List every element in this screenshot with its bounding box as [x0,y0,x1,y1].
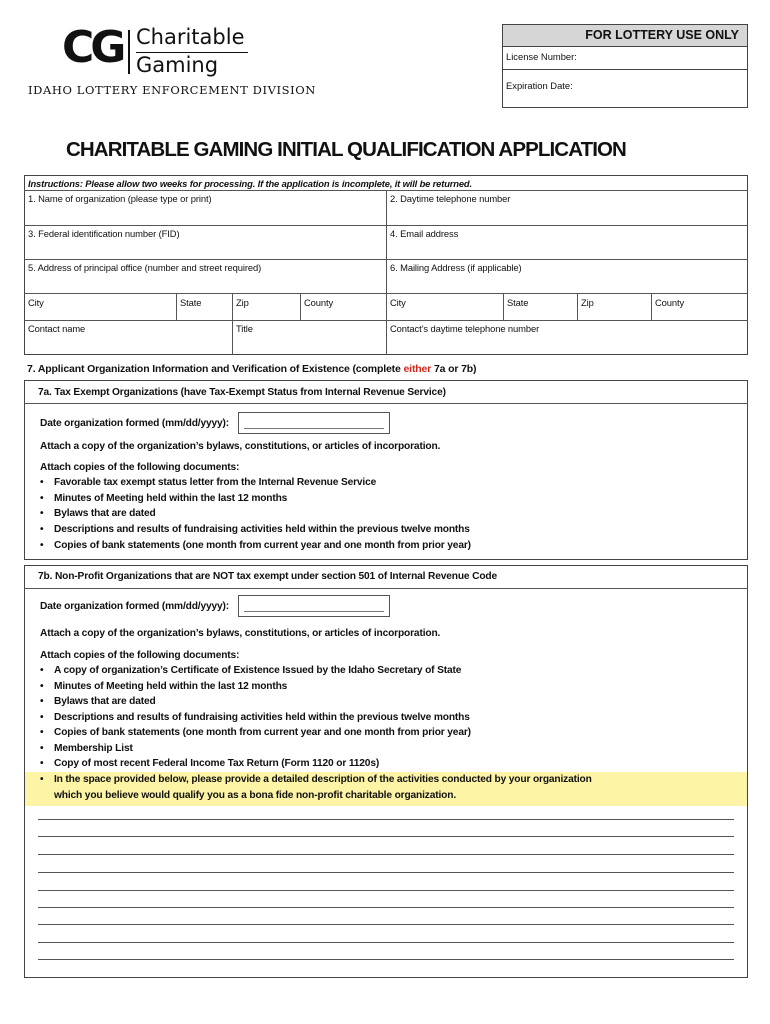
mailing-city-label: City [390,297,406,308]
writing-line [38,924,734,925]
city-field[interactable] [25,294,175,319]
list-item: • Favorable tax exempt status letter from the Internal Revenue Service [54,477,376,488]
state-field[interactable] [177,294,231,319]
section-7b-divider [24,588,748,589]
list-item: • A copy of organization’s Certificate of Existence Issued by the Idaho Secretary of State [54,665,461,676]
mailing-state-label: State [507,297,529,308]
writing-line [38,942,734,943]
contact-phone-label: Contact’s daytime telephone number [390,323,540,334]
city-label: City [28,297,44,308]
list-item: • Descriptions and results of fundraising activities held within the previous twelve months [54,712,470,723]
email-label: 4. Email address [390,228,459,239]
county-field[interactable] [301,294,385,319]
description-area[interactable] [38,810,734,970]
section-7-heading [27,363,476,375]
principal-address-field[interactable] [25,260,385,292]
list-item: • Descriptions and results of fundraising activities held within the previous twelve months [54,524,470,535]
lottery-use-box [502,24,748,108]
list-item: • Copies of bank statements (one month from current year and one month from prior year) [54,540,471,551]
mailing-state-field[interactable] [504,294,576,319]
writing-line [38,959,734,960]
highlighted-instruction [25,772,747,806]
mailing-address-field[interactable] [387,260,747,292]
county-label: County [304,297,334,308]
principal-address-label: 5. Address of principal office (number and street required) [28,262,262,273]
expiration-date-label: Expiration Date: [506,80,573,91]
fid-label: 3. Federal identification number (FID) [28,228,180,239]
instructions-text: Instructions: Please allow two weeks for processing. If the application is incomplete, it will be returned. [28,178,472,189]
section-7a-attach-docs: Attach copies of the following documents: [40,462,240,473]
mailing-zip-field[interactable] [578,294,650,319]
highlighted-instruction-line1: • In the space provided below, please provide a detailed description of the activities conducted by your organization [54,774,592,785]
writing-line [38,872,734,873]
list-item: • Membership List [54,743,133,754]
section-7b-date-input[interactable] [238,595,390,617]
list-item: • Copy of most recent Federal Income Tax Return (Form 1120 or 1120s) [54,758,379,769]
license-number-field[interactable] [503,69,747,70]
mailing-zip-label: Zip [581,297,594,308]
writing-line [38,890,734,891]
logo-line2: Gaming [136,53,219,77]
logo [28,24,318,100]
daytime-phone-field[interactable] [387,191,747,224]
page-title: CHARITABLE GAMING INITIAL QUALIFICATION APPLICATION [66,138,626,161]
org-name-label: 1. Name of organization (please type or print) [28,193,212,204]
list-item: • Bylaws that are dated [54,696,156,707]
list-item: • Minutes of Meeting held within the last 12 months [54,493,287,504]
section-7a-date-input[interactable] [238,412,390,434]
section-7-heading-either: either [403,363,432,375]
section-7a-divider [24,403,748,404]
zip-label: Zip [236,297,249,308]
license-number-label: License Number: [506,51,577,62]
zip-field[interactable] [233,294,299,319]
highlighted-instruction-line2: which you believe would qualify you as a bona fide non-profit charitable organization. [54,790,457,801]
section-7b-attach-bylaws: Attach a copy of the organization’s bylaws, constitutions, or articles of incorporation. [40,628,441,639]
list-item: • Copies of bank statements (one month from current year and one month from prior year) [54,727,471,738]
title-field[interactable] [233,321,385,354]
logo-divider [128,30,130,74]
list-item: • Bylaws that are dated [54,508,156,519]
lottery-box-header: FOR LOTTERY USE ONLY [503,25,747,47]
list-item: • Minutes of Meeting held within the last 12 months [54,681,287,692]
contact-name-field[interactable] [25,321,231,354]
section-7b-heading: 7b. Non-Profit Organizations that are NOT tax exempt under section 501 of Internal Revenue Code [38,571,497,582]
writing-line [38,836,734,837]
writing-line [38,854,734,855]
title-label: Title [236,323,253,334]
logo-letters: CG [62,22,123,73]
section-7b-date-label: Date organization formed (mm/dd/yyyy): [40,601,230,612]
org-name-field[interactable] [25,191,385,224]
mailing-address-label: 6. Mailing Address (if applicable) [390,262,522,273]
contact-name-label: Contact name [28,323,86,334]
mailing-county-label: County [655,297,685,308]
section-7a-attach-bylaws: Attach a copy of the organization’s bylaws, constitutions, or articles of incorporation. [40,441,441,452]
section-7b-attach-docs: Attach copies of the following documents: [40,650,240,661]
mailing-city-field[interactable] [387,294,502,319]
logo-line1: Charitable [136,25,245,49]
contact-phone-field[interactable] [387,321,747,354]
section-7a-date-label: Date organization formed (mm/dd/yyyy): [40,418,230,429]
section-7a-heading: 7a. Tax Exempt Organizations (have Tax-Exempt Status from Internal Revenue Service) [38,387,446,398]
email-field[interactable] [387,226,747,258]
section-7-heading-pre: 7. Applicant Organization Information and Verification of Existence (complete [27,363,404,375]
daytime-phone-label: 2. Daytime telephone number [390,193,511,204]
section-7-heading-post: 7a or 7b) [431,363,477,375]
writing-line [38,907,734,908]
state-label: State [180,297,202,308]
mailing-county-field[interactable] [652,294,747,319]
writing-line [38,819,734,820]
logo-division: IDAHO LOTTERY ENFORCEMENT DIVISION [28,83,316,97]
fid-field[interactable] [25,226,385,258]
